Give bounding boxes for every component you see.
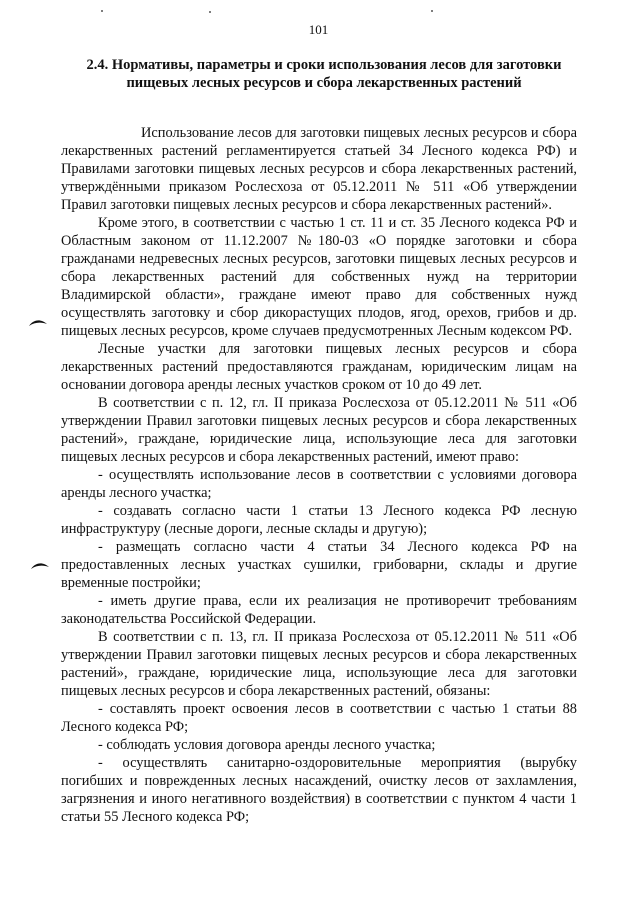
paragraph: Лесные участки для заготовки пищевых лесных ресурсов и сбора лекарственных растений предоставляются гражданам, юридическим лицам на основании договора аренды лесных участков сроком от 10 до 49 лет. xyxy=(61,341,577,393)
body-text xyxy=(61,124,577,826)
list-item: - осуществлять санитарно-оздоровительные мероприятия (вырубку погибших и поврежденных лесных насаждений, очистку лесов от захламления, загрязнения и иного негативного воздействия) в соответствии с пунктом 4 части 1 статьи 55 Лесного кодекса РФ; xyxy=(61,755,577,825)
scan-speck xyxy=(431,10,433,12)
section-heading: 2.4. Нормативы, параметры и сроки использования лесов для заготовки пищевых лесных ресурсов и сбора лекарственных растений xyxy=(86,57,562,91)
paragraph: Использование лесов для заготовки пищевых лесных ресурсов и сбора лекарственных растений регламентируется статьей 34 Лесного кодекса РФ) и Правилами заготовки пищевых лесных ресурсов и сбора лекарственных растений, утверждёнными приказом Рослесхоза от 05.12.2011 № 511 «Об утверждении Правил заготовки пищевых лесных ресурсов и сбора лекарственных растений». xyxy=(61,125,577,213)
page-number: 101 xyxy=(308,22,329,37)
list-item: - осуществлять использование лесов в соответствии с условиями договора аренды лесного участка; xyxy=(61,467,577,501)
list-item: - иметь другие права, если их реализация не противоречит требованиям законодательства Российской Федерации. xyxy=(61,593,577,627)
scan-mark-icon xyxy=(28,318,48,328)
scan-speck xyxy=(101,10,103,12)
paragraph: В соответствии с п. 13, гл. II приказа Рослесхоза от 05.12.2011 № 511 «Об утверждении Правил заготовки пищевых лесных ресурсов и сбора лекарственных растений», граждане, юридические лица, использующие леса для заготовки пищевых лесных ресурсов и сбора лекарственных растений, обязаны: xyxy=(61,629,577,699)
list-item: - создавать согласно части 1 статьи 13 Лесного кодекса РФ лесную инфраструктуру (лесные дороги, лесные склады и другую); xyxy=(61,503,577,537)
list-item: - соблюдать условия договора аренды лесного участка; xyxy=(98,737,436,753)
scan-speck xyxy=(209,11,211,13)
scan-mark-icon xyxy=(30,561,50,571)
paragraph: В соответствии с п. 12, гл. II приказа Рослесхоза от 05.12.2011 № 511 «Об утверждении Правил заготовки пищевых лесных ресурсов и сбора лекарственных растений», граждане, юридические лица, использующие леса для заготовки пищевых лесных ресурсов и сбора лекарственных растений, имеют право: xyxy=(61,395,577,465)
paragraph: Кроме этого, в соответствии с частью 1 ст. 11 и ст. 35 Лесного кодекса РФ и Областным законом от 11.12.2007 №180-03 «О порядке заготовки и сбора гражданами недревесных лесных ресурсов, заготовки пищевых лесных ресурсов и сбора лекарственных растений для собственных нужд на территории Владимирской области», граждане имеют право для собственных нужд осуществлять заготовку и сбор дикорастущих плодов, ягод, орехов, грибов и др. пищевых лесных ресурсов, кроме случаев предусмотренных Лесным кодексом РФ. xyxy=(61,215,577,339)
list-item: - составлять проект освоения лесов в соответствии с частью 1 статьи 88 Лесного кодекса РФ; xyxy=(61,701,577,735)
list-item: - размещать согласно части 4 статьи 34 Лесного кодекса РФ на предоставленных лесных участках сушилки, грибоварни, склады и другие временные постройки; xyxy=(61,539,577,591)
